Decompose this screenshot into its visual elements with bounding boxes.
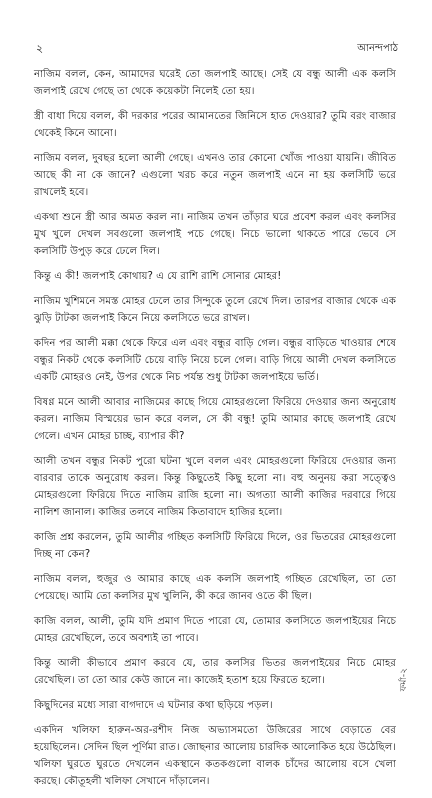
paragraph: একদিন খলিফা হারুন-অর-রশীদ নিজ অভ্যাসমতো উজিরের সাথে বেড়াতে বের হয়েছিলেন। সেদিন ছিল পূর্ণিমা রাত। জোছনার আলোয় চারদিক আলোকিত হয়ে উঠেছিল। খলিফা ঘুরতে ঘুরতে দেখলেন একস্থানে কতকগুলো বালক চাঁদের আলোয় বসে খেলা করছে। কৌতূহলী খলিফা সেখানে দাঁড়ালেন। bbox=[34, 725, 396, 787]
paragraph: কিছুদিনের মধ্যে সারা বাগদাদে এ ঘটনার কথা ছড়িয়ে পড়ল। bbox=[34, 700, 273, 711]
paragraph: বিষণ্ণ মনে আলী আবার নাজিমের কাছে গিয়ে মোহরগুলো ফিরিয়ে দেওয়ার জন্য অনুরোধ করল। নাজিম বিস্ময়ের ভান করে বলল, সে কী বন্ধু! তুমি আমার কাছে জলপাই রেখে গেলে। এখন মোহর চাচ্ছ, ব্যাপার কী? bbox=[34, 397, 396, 442]
paragraph: আলী তখন বন্ধুর নিকট পুরো ঘটনা খুলে বলল এবং মোহরগুলো ফিরিয়ে দেওয়ার জন্য বারবার তাকে অনুরোধ করল। কিন্তু কিছুতেই কিছু হলো না। বহু অনুনয় করা সত্ত্বেও মোহরগুলো ফিরিয়ে দিতে নাজিম রাজি হলো না। অগত্যা আলী কাজির দরবারে গিয়ে নালিশ জানাল। কাজির তলবে নাজিম কিতাবাদে হাজির হলো। bbox=[34, 456, 396, 518]
side-mark: ফর্মা-২ bbox=[399, 668, 409, 692]
paragraph: নাজিম বলল, দুবছর হলো আলী গেছে। এখনও তার কোনো খোঁজ পাওয়া যায়নি। জীবিত আছে কী না কে জানে? এগুলো খরচ করে নতুন জলপাই এনে না হয় কলসিটি ভরে রাখলেই হবে। bbox=[34, 153, 396, 198]
paragraph: নাজিম খুশিমনে সমস্ত মোহর ঢেলে তার সিন্দুকে তুলে রেখে দিল। তারপর বাজার থেকে এক ঝুড়ি টাটকা জলপাই কিনে নিয়ে কলসিতে ভরে রাখল। bbox=[34, 296, 396, 324]
page-number: ২ bbox=[36, 42, 44, 55]
paragraph: স্ত্রী বাধা দিয়ে বলল, কী দরকার পরের আমানতের জিনিসে হাত দেওয়ার? তুমি বরং বাজার থেকেই কিনে আনো। bbox=[34, 111, 396, 139]
paragraph: নাজিম বলল, কেন, আমাদের ঘরেই তো জলপাই আছে। সেই যে বন্ধু আলী এক কলসি জলপাই রেখে গেছে তা থেকে কয়েকটা নিলেই তো হয়। bbox=[34, 69, 396, 97]
running-title: আনন্দপাঠ bbox=[357, 43, 398, 54]
paragraph: কদিন পর আলী মক্কা থেকে ফিরে এল এবং বন্ধুর বাড়ি গেল। বন্ধুর বাড়িতে খাওয়ার শেষে বন্ধুর নিকট থেকে কলসিটি চেয়ে বাড়ি নিয়ে চলে গেল। বাড়ি গিয়ে আলী দেখল কলসিতে একটি মোহরও নেই, উপর থেকে নিচ পর্যন্ত শুধু টাটকা জলপাইয়ে ভর্তি। bbox=[34, 338, 396, 383]
paragraph: কাজি বলল, আলী, তুমি যদি প্রমাণ দিতে পারো যে, তোমার কলসিতে জলপাইয়ের নিচে মোহর রেখেছিলে, তবে অবশ্যই তা পাবে। bbox=[34, 616, 396, 644]
paragraph: নাজিম বলল, হুজুর ও আমার কাছে এক কলসি জলপাই গচ্ছিত রেখেছিল, তা তো পেয়েছে। আমি তো কলসির মুখ খুলিনি, কী করে জানব ওতে কী ছিল। bbox=[34, 574, 396, 602]
paragraph: কাজি প্রশ্ন করলেন, তুমি আলীর গচ্ছিত কলসিটি ফিরিয়ে দিলে, ওর ভিতরের মোহরগুলো দিচ্ছ না কেন? bbox=[34, 532, 396, 560]
paragraph: কিন্তু এ কী! জলপাই কোথায়? এ যে রাশি রাশি সোনার মোহর! bbox=[34, 271, 282, 282]
paragraph: একথা শুনে স্ত্রী আর অমত করল না। নাজিম তখন তাঁড়ার ঘরে প্রবেশ করল এবং কলসির মুখ খুলে দেখল সবগুলো জলপাই পচে গেছে। নিচে ভালো থাকতে পারে ভেবে সে কলসিটি উপুড় করে ঢেলে দিল। bbox=[34, 212, 396, 257]
body-text bbox=[34, 66, 396, 798]
paragraph: কিন্তু আলী কীভাবে প্রমাণ করবে যে, তার কলসির ভিতর জলপাইয়ের নিচে মোহর রেখেছিল। তা তো আর কেউ জানে না। কাজেই হতাশ হয়ে ফিরতে হলো। bbox=[34, 658, 396, 686]
